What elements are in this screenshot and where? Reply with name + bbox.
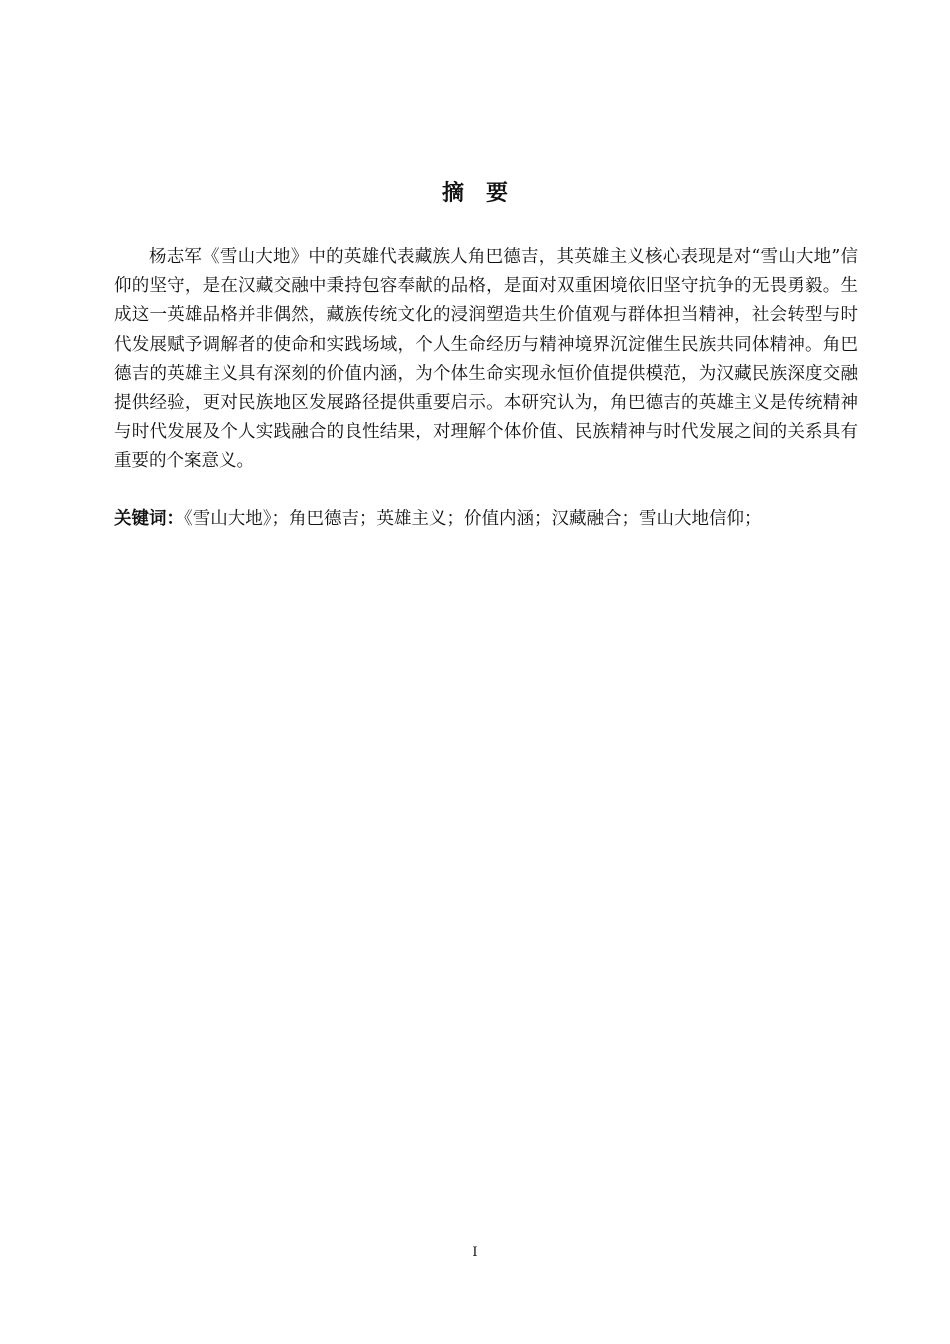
abstract-title: 摘要	[441, 181, 530, 206]
abstract-body: 杨志军《雪山大地》中的英雄代表藏族人角巴德吉，其英雄主义核心表现是对“雪山大地”信仰的坚守，是在汉藏交融中秉持包容奉献的品格，是面对双重困境依旧坚守抗争的无畏勇毅。生成这一英雄品格并非偶然，藏族传统文化的浸润塑造共生价值观与群体担当精神，社会转型与时代发展赋予调解者的使命和实践场域，个人生命经历与精神境界沉淀催生民族共同体精神。角巴德吉的英雄主义具有深刻的价值内涵，为个体生命实现永恒价值提供模范，为汉藏民族深度交融提供经验，更对民族地区发展路径提供重要启示。本研究认为，角巴德吉的英雄主义是传统精神与时代发展及个人实践融合的良性结果，对理解个体价值、民族精神与时代发展之间的关系具有重要的个案意义。	[114, 247, 858, 472]
page-number: I	[472, 1245, 478, 1260]
keywords-line	[114, 505, 858, 534]
keywords-label: 关键词：	[114, 509, 184, 529]
keywords-list: 《雪山大地》；角巴德吉；英雄主义；价值内涵；汉藏融合；雪山大地信仰；	[184, 509, 762, 529]
